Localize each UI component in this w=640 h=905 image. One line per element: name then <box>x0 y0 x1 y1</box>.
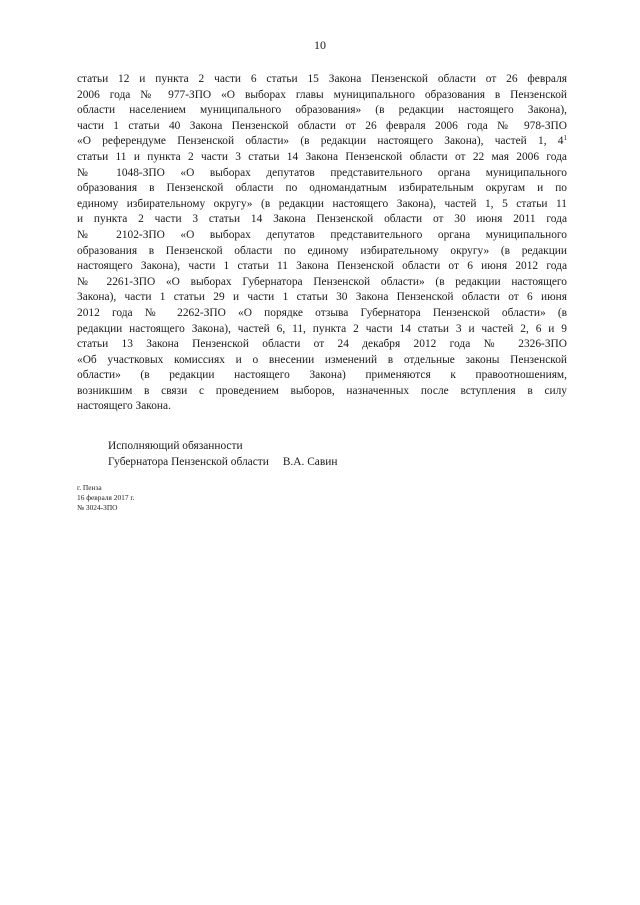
signatory-title-line2 <box>108 454 337 470</box>
page-number: 10 <box>314 38 326 52</box>
body-line: настоящего Закона), части 1 статьи 11 Закона Пензенской области от 6 июня 2012 года <box>77 260 567 273</box>
body-line: 2006 года № 977-ЗПО «О выборах главы муниципального образования в Пензенской <box>77 88 567 101</box>
body-line: части 1 статьи 40 Закона Пензенской области от 26 февраля 2006 года № 978-ЗПО <box>77 119 567 132</box>
body-line: редакции настоящего Закона), частей 6, 11, пункта 2 части 14 статьи 3 и частей 2, 6 и 9 <box>77 322 567 335</box>
footer-date: 16 февраля 2017 г. <box>77 493 135 502</box>
footer-city: г. Пенза <box>77 483 102 492</box>
superscript: 1 <box>563 134 567 143</box>
footer-law-number: № 3024-ЗПО <box>77 503 118 512</box>
body-line-with-superscript <box>77 134 567 150</box>
body-line: № 2102-ЗПО «О выборах депутатов представительного органа муниципального <box>77 228 567 241</box>
signatory-position: Губернатора Пензенской области <box>108 456 269 468</box>
body-line: образования в Пензенской области по одномандатным избирательным округам и по <box>77 182 567 195</box>
body-line: 2012 года № 2262-ЗПО «О порядке отзыва Губернатора Пензенской области» (в <box>77 306 567 319</box>
body-line: образования в Пензенской области по единому избирательному округу» (в редакции <box>77 244 567 257</box>
body-line: «Об участковых комиссиях и о внесении изменений в отдельные законы Пензенской <box>77 353 567 366</box>
body-line: области населением муниципального образования» (в редакции настоящего Закона), <box>77 104 567 117</box>
signatory-title-line1: Исполняющий обязанности <box>108 440 243 452</box>
body-line-text: «О референдуме Пензенской области» (в редакции настоящего Закона), частей 1, 4 <box>77 135 564 148</box>
body-paragraph <box>77 72 567 415</box>
signature-block <box>108 438 337 470</box>
body-line: возникшим в связи с проведением выборов, назначенных после вступления в силу <box>77 384 567 397</box>
body-line: № 1048-ЗПО «О выборах депутатов представительного органа муниципального <box>77 166 567 179</box>
body-line: единому избирательному округу» (в редакции настоящего Закона), частей 1, 5 статьи 11 <box>77 197 567 210</box>
body-line: области» (в редакции настоящего Закона) применяются к правоотношениям, <box>77 369 567 382</box>
document-footer <box>77 483 134 513</box>
body-line: и пункта 2 части 3 статьи 14 Закона Пензенской области от 30 июня 2011 года <box>77 213 567 226</box>
body-line: Закона), части 1 статьи 29 и части 1 статьи 30 Закона Пензенской области от 6 июня <box>77 291 567 304</box>
body-line: № 2261-ЗПО «О выборах Губернатора Пензенской области» (в редакции настоящего <box>77 275 567 288</box>
body-line: статьи 12 и пункта 2 части 6 статьи 15 Закона Пензенской области от 26 февраля <box>77 73 567 85</box>
body-line: статьи 11 и пункта 2 части 3 статьи 14 Закона Пензенской области от 22 мая 2006 года <box>77 150 567 163</box>
body-line: настоящего Закона. <box>77 400 171 413</box>
signatory-name: В.А. Савин <box>282 456 338 468</box>
body-line: статьи 13 Закона Пензенской области от 24 декабря 2012 года № 2326-ЗПО <box>77 338 567 351</box>
